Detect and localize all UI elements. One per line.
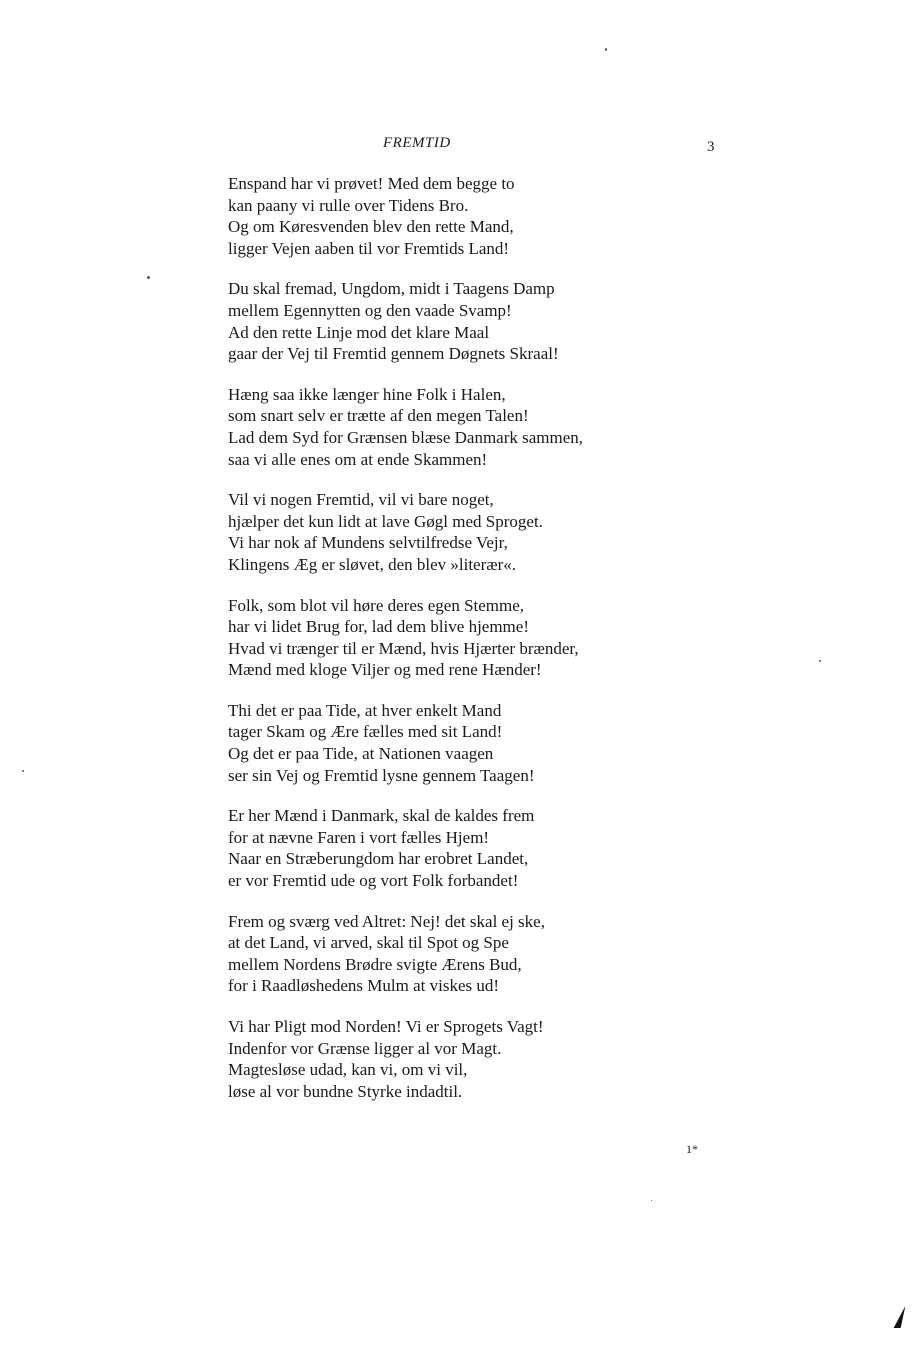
poem-line: tager Skam og Ære fælles med sit Land!: [228, 722, 503, 742]
poem-line: Er her Mænd i Danmark, skal de kaldes frem: [228, 806, 535, 826]
poem-line: mellem Egennytten og den vaade Svamp!: [228, 300, 512, 320]
stanza: [228, 911, 628, 997]
poem-line: løse al vor bundne Styrke indadtil.: [228, 1081, 463, 1101]
stanza: [228, 1016, 628, 1102]
poem-line: Hvad vi trænger til er Mænd, hvis Hjærter brænder,: [228, 638, 579, 658]
poem-line: mellem Nordens Brødre svigte Ærens Bud,: [228, 954, 522, 974]
poem-line: har vi lidet Brug for, lad dem blive hjemme!: [228, 617, 529, 637]
scan-speck: [22, 770, 24, 772]
poem-line: Indenfor vor Grænse ligger al vor Magt.: [228, 1038, 502, 1058]
stanza: [228, 595, 628, 681]
stanza: [228, 700, 628, 786]
poem-line: Mænd med kloge Viljer og med rene Hænder!: [228, 660, 542, 680]
poem-line: kan paany vi rulle over Tidens Bro.: [228, 195, 469, 215]
poem-line: Og det er paa Tide, at Nationen vaagen: [228, 744, 494, 764]
poem-line: Naar en Stræberungdom har erobret Landet,: [228, 849, 529, 869]
scan-speck: [147, 276, 150, 279]
poem-line: Vil vi nogen Fremtid, vil vi bare noget,: [228, 490, 494, 510]
poem-line: Thi det er paa Tide, at hver enkelt Mand: [228, 700, 502, 720]
scan-speck: [605, 48, 607, 51]
poem-line: Frem og sværg ved Altret: Nej! det skal ej ske,: [228, 911, 545, 931]
signature-mark: 1*: [686, 1142, 698, 1156]
poem-line: er vor Fremtid ude og vort Folk forbandet!: [228, 871, 519, 891]
poem: [228, 173, 628, 1121]
poem-line: Lad dem Syd for Grænsen blæse Danmark sammen,: [228, 427, 584, 447]
corner-mark: [894, 1306, 906, 1328]
poem-line: Klingens Æg er sløvet, den blev »literær«.: [228, 554, 517, 574]
poem-line: ligger Vejen aaben til vor Fremtids Land!: [228, 238, 510, 258]
poem-line: at det Land, vi arved, skal til Spot og Spe: [228, 933, 509, 953]
poem-line: Og om Køresvenden blev den rette Mand,: [228, 217, 514, 237]
stanza: [228, 278, 628, 364]
poem-line: Vi har nok af Mundens selvtilfredse Vejr,: [228, 533, 508, 553]
poem-line: som snart selv er trætte af den megen Talen!: [228, 406, 529, 426]
stanza: [228, 173, 628, 259]
poem-line: Vi har Pligt mod Norden! Vi er Sprogets Vagt!: [228, 1017, 544, 1036]
poem-line: hjælper det kun lidt at lave Gøgl med Sproget.: [228, 511, 543, 531]
stanza: [228, 489, 628, 575]
poem-line: saa vi alle enes om at ende Skammen!: [228, 449, 488, 469]
poem-line: for at nævne Faren i vort fælles Hjem!: [228, 827, 490, 847]
poem-line: ser sin Vej og Fremtid lysne gennem Taagen!: [228, 765, 535, 785]
running-title: FREMTID: [383, 135, 451, 151]
scan-speck: [651, 1200, 652, 1201]
poem-line: Du skal fremad, Ungdom, midt i Taagens Damp: [228, 279, 555, 299]
poem-line: Folk, som blot vil høre deres egen Stemme,: [228, 595, 525, 615]
poem-line: Enspand har vi prøvet! Med dem begge to: [228, 174, 515, 193]
page-number: 3: [707, 139, 715, 155]
poem-line: Hæng saa ikke længer hine Folk i Halen,: [228, 384, 506, 404]
scan-speck: [819, 660, 821, 662]
poem-line: Magtesløse udad, kan vi, om vi vil,: [228, 1060, 468, 1080]
poem-line: Ad den rette Linje mod det klare Maal: [228, 322, 490, 342]
stanza: [228, 805, 628, 891]
poem-line: gaar der Vej til Fremtid gennem Døgnets Skraal!: [228, 344, 559, 364]
poem-line: for i Raadløshedens Mulm at viskes ud!: [228, 976, 500, 996]
stanza: [228, 384, 628, 470]
